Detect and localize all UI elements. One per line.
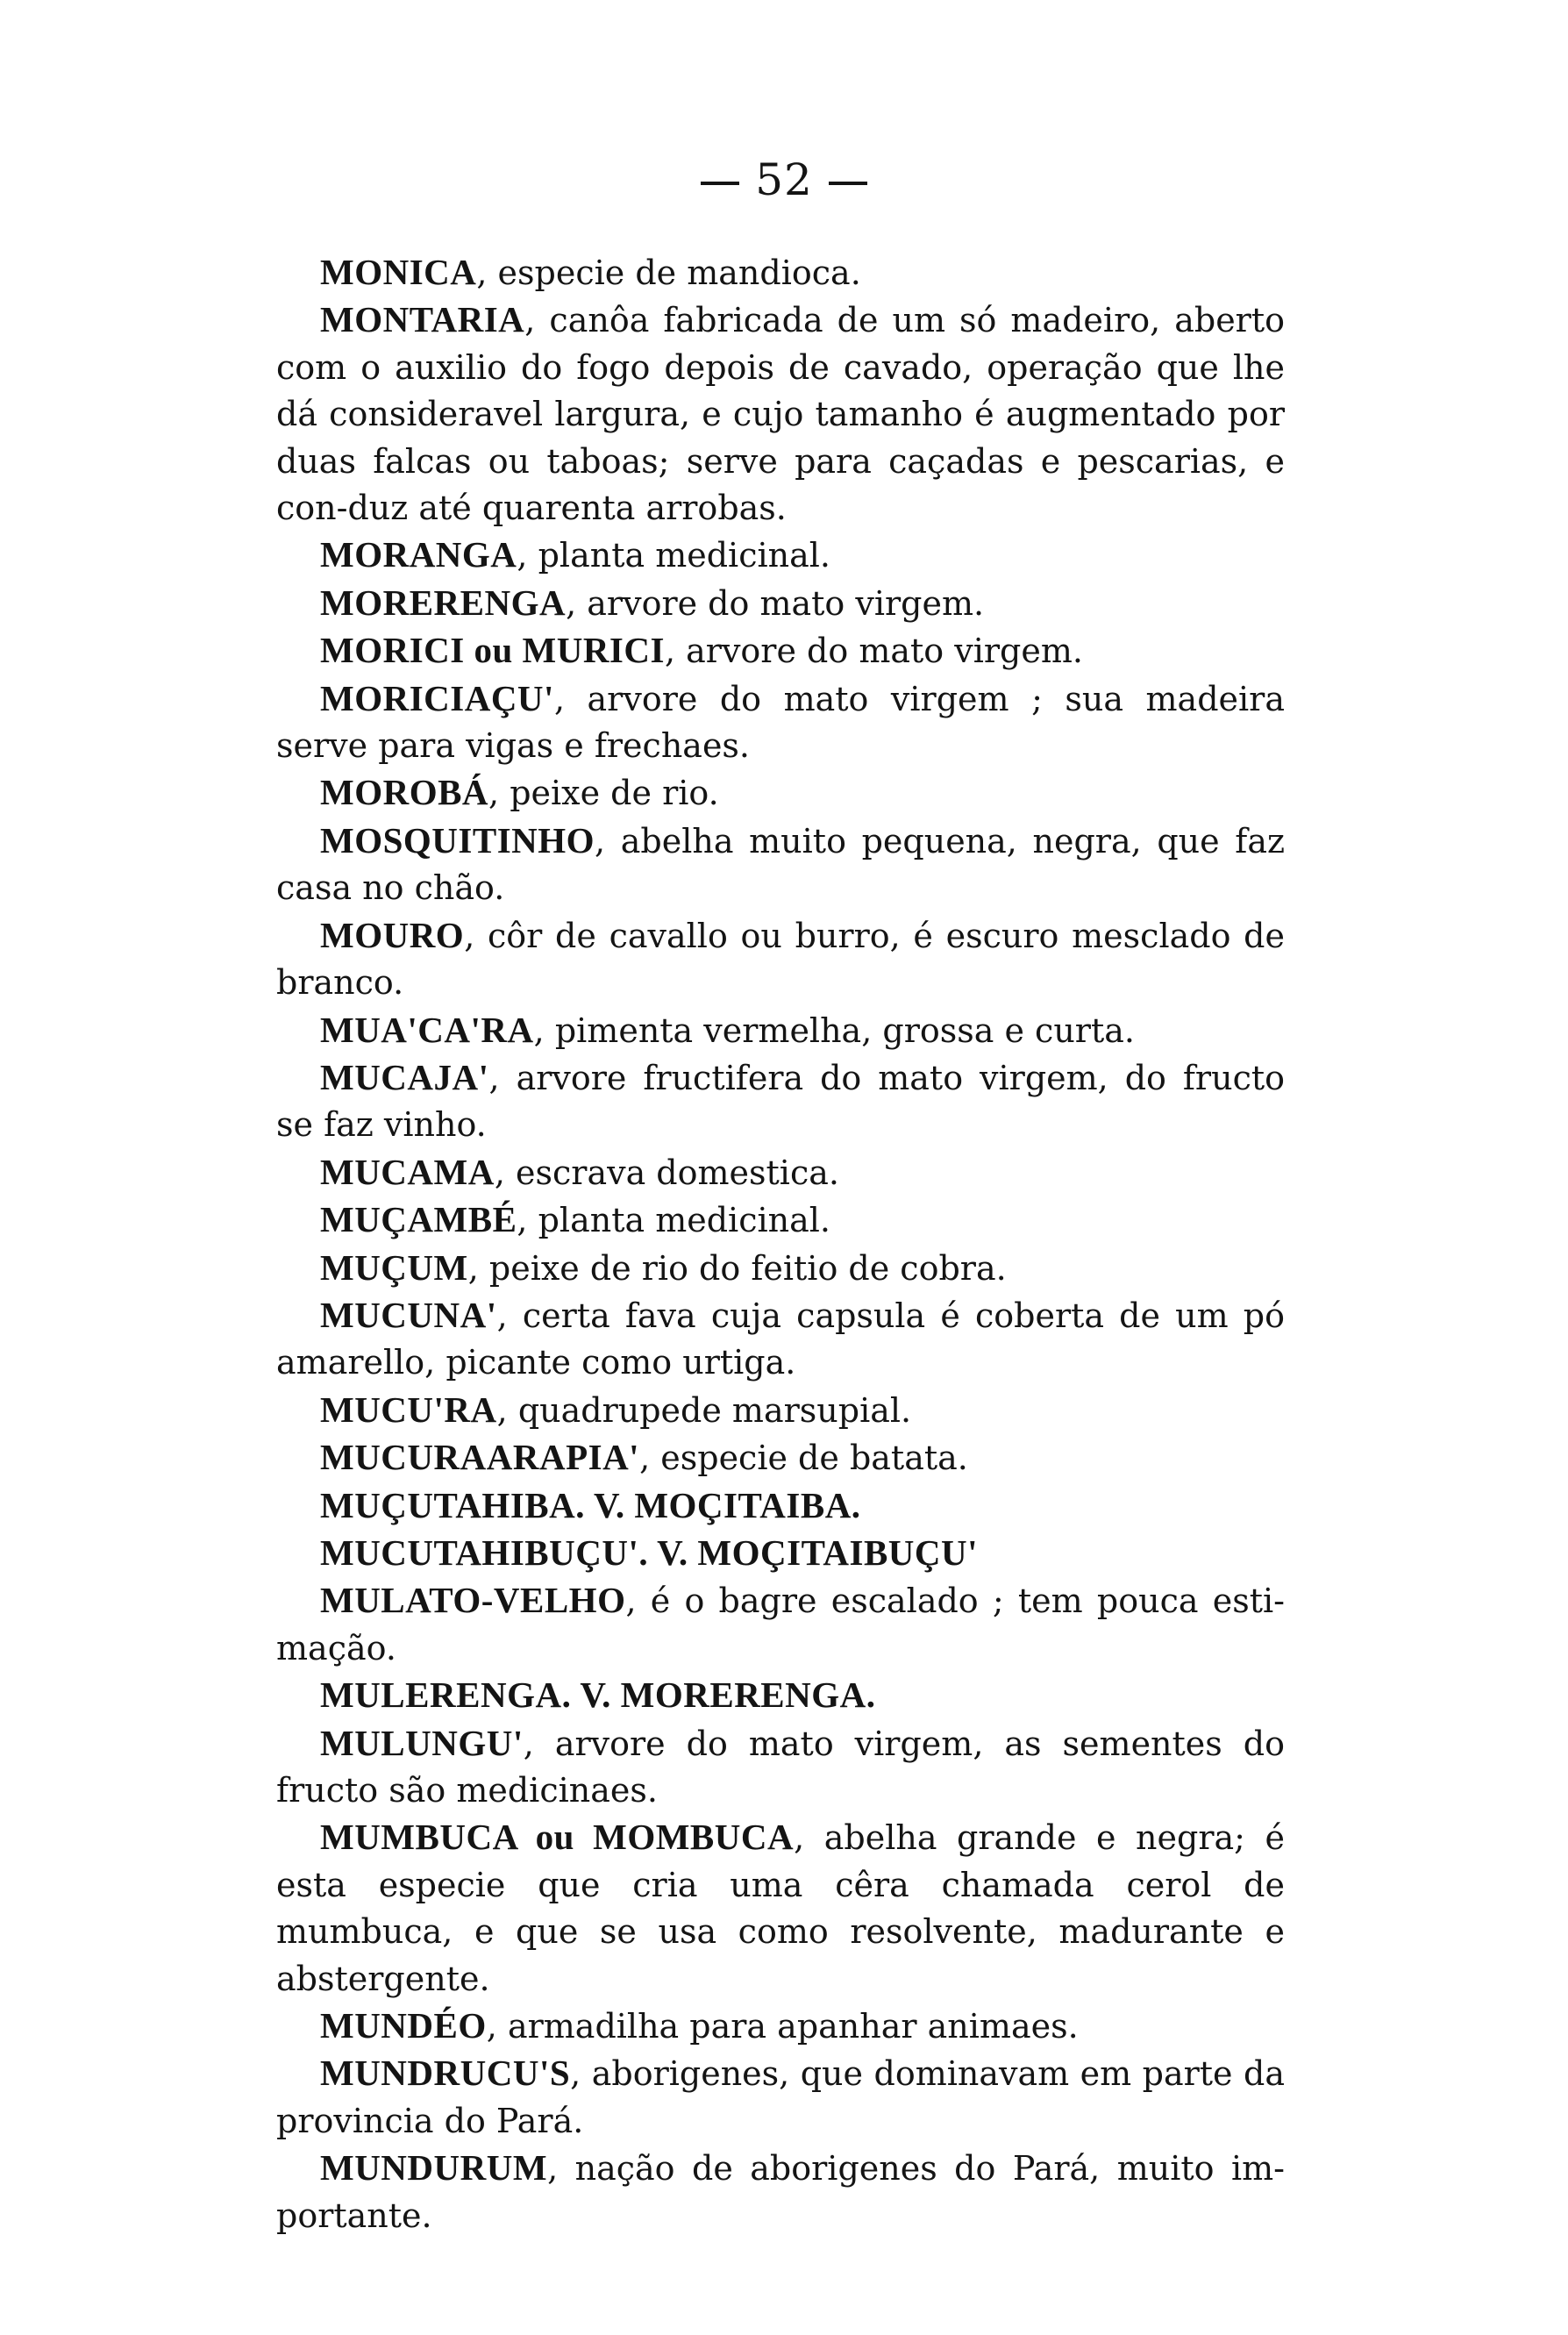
entry-definition: é o bagre escalado ; tem pouca esti-mação. <box>276 1582 1285 1667</box>
entry-separator: , <box>494 1153 517 1192</box>
entry-definition: nação de aborigenes do Pará, muito im-portante. <box>276 2149 1285 2235</box>
dictionary-entry <box>276 2003 1285 2050</box>
entry-separator: , <box>595 821 621 860</box>
entry-definition: armadilha para apanhar animaes. <box>507 2007 1079 2046</box>
dictionary-entry <box>276 1054 1285 1149</box>
dictionary-entry <box>276 1577 1285 1672</box>
dictionary-entry <box>276 580 1285 627</box>
entry-separator: , <box>517 536 538 575</box>
entry-headword: MUNDRUCU'S <box>320 2053 571 2094</box>
entry-definition: peixe de rio. <box>510 774 719 813</box>
entry-headword: MUCAJA' <box>320 1056 489 1097</box>
dictionary-entry <box>276 675 1285 770</box>
entry-headword: MULUNGU' <box>320 1722 524 1763</box>
dictionary-entry <box>276 627 1285 675</box>
entry-separator: , <box>524 301 550 340</box>
entry-separator: , <box>496 1390 518 1430</box>
entry-definition: especie de batata. <box>660 1439 968 1478</box>
entry-definition: abelha muito pequena, negra, que faz casa no chão. <box>276 821 1285 908</box>
dictionary-entry <box>276 1672 1285 1719</box>
entry-headword: MOROBÁ <box>320 772 489 813</box>
entry-headword: MUNDURUM <box>320 2147 548 2189</box>
entry-definition: aborigenes, que dominavam em parte da provincia do Pará. <box>276 2054 1285 2140</box>
entry-headword: MORICIAÇU' <box>320 677 554 718</box>
entry-definition: peixe de rio do feitio de cobra. <box>488 1248 1007 1288</box>
entry-headword: MUCUTAHIBUÇU'. V. MOÇITAIBUÇU' <box>320 1532 979 1573</box>
entry-headword: MUÇAMBÉ <box>320 1199 517 1240</box>
entry-headword: MOSQUITINHO <box>320 819 595 860</box>
entry-separator: , <box>476 253 498 292</box>
left-dash <box>701 182 739 185</box>
dictionary-entry <box>276 1530 1285 1577</box>
dictionary-entry <box>276 1434 1285 1482</box>
entry-headword: MORANGA <box>320 534 517 575</box>
dictionary-entry <box>276 1292 1285 1387</box>
dictionary-entry <box>276 2145 1285 2239</box>
entry-separator: , <box>639 1439 661 1478</box>
entry-definition: planta medicinal. <box>538 536 831 575</box>
dictionary-entry <box>276 2050 1285 2145</box>
dictionary-entry <box>276 1387 1285 1434</box>
entry-definition: escrava domestica. <box>516 1153 839 1192</box>
entry-definition: arvore fructifera do mato virgem, do fructo se faz vinho. <box>276 1058 1285 1145</box>
dictionary-entry <box>276 1720 1285 1815</box>
entry-separator: , <box>533 1010 555 1050</box>
dictionary-entry <box>276 296 1285 532</box>
dictionary-entry <box>276 1196 1285 1244</box>
entry-headword: MONICA <box>320 252 477 292</box>
entry-headword: MUCURAARAPIA' <box>320 1437 640 1478</box>
page-number-value: 52 <box>755 154 813 205</box>
entry-separator: , <box>794 1818 824 1858</box>
entry-separator: , <box>664 632 687 671</box>
entry-definition: arvore do mato virgem, as sementes do fructo são medicinaes. <box>276 1724 1285 1810</box>
entry-headword: MULERENGA. V. MORERENGA. <box>320 1674 876 1716</box>
dictionary-entry <box>276 1007 1285 1054</box>
dictionary-entry <box>276 1814 1285 2003</box>
entry-separator: , <box>625 1582 651 1621</box>
entry-headword: MULATO-VELHO <box>320 1580 626 1621</box>
entry-headword: MORICI ou MURICI <box>320 630 665 671</box>
dictionary-entries <box>276 249 1285 2239</box>
entry-separator: , <box>488 1058 517 1097</box>
entry-headword: MUA'CA'RA <box>320 1009 534 1050</box>
entry-separator: , <box>566 583 588 623</box>
page-number <box>0 154 1568 206</box>
entry-headword: MOURO <box>320 914 465 955</box>
dictionary-entry <box>276 912 1285 1007</box>
entry-definition: quadrupede marsupial. <box>517 1390 912 1430</box>
dictionary-entry <box>276 1482 1285 1530</box>
entry-separator: , <box>467 1248 489 1288</box>
entry-separator: , <box>464 916 488 955</box>
entry-definition: arvore do mato virgem. <box>686 632 1083 671</box>
entry-headword: MUCU'RA <box>320 1389 497 1430</box>
entry-headword: MUNDÉO <box>320 2005 487 2046</box>
dictionary-entry <box>276 1149 1285 1196</box>
entry-definition: planta medicinal. <box>538 1201 831 1240</box>
entry-definition: arvore do mato virgem ; sua madeira serve para vigas e frechaes. <box>276 679 1285 766</box>
entry-definition: pimenta vermelha, grossa e curta. <box>554 1010 1135 1050</box>
entry-separator: , <box>496 1296 523 1335</box>
entry-separator: , <box>517 1201 538 1240</box>
entry-definition: abelha grande e negra; é esta especie que cria uma cêra chamada cerol de mumbuca, e que se usa como resolvente, madurante e abstergente. <box>276 1818 1285 1998</box>
dictionary-entry <box>276 1245 1285 1292</box>
dictionary-entry <box>276 249 1285 296</box>
entry-headword: MUCAMA <box>320 1151 495 1192</box>
entry-separator: , <box>523 1724 555 1763</box>
entry-separator: , <box>553 679 588 718</box>
entry-definition: especie de mandioca. <box>497 253 861 292</box>
entry-definition: certa fava cuja capsula é coberta de um pó amarello, picante como urtiga. <box>276 1296 1285 1382</box>
entry-separator: , <box>488 774 510 813</box>
dictionary-entry <box>276 532 1285 579</box>
dictionary-entry <box>276 769 1285 817</box>
entry-headword: MONTARIA <box>320 299 525 340</box>
entry-definition: arvore do mato virgem. <box>587 583 985 623</box>
entry-definition: côr de cavallo ou burro, é escuro mesclado de branco. <box>276 916 1285 1003</box>
entry-separator: , <box>486 2007 508 2046</box>
entry-headword: MORERENGA <box>320 582 567 623</box>
entry-definition: canôa fabricada de um só madeiro, aberto com o auxilio do fogo depois de cavado, operação que lhe dá consideravel largura, e cujo tamanho é augmentado por duas falcas ou taboas; serve para caçadas e pescarias, e con-duz até quarenta arrobas. <box>276 301 1285 528</box>
entry-headword: MUÇUM <box>320 1246 468 1288</box>
dictionary-entry <box>276 818 1285 912</box>
entry-headword: MUMBUCA ou MOMBUCA <box>320 1817 795 1858</box>
right-dash <box>829 182 867 185</box>
entry-separator: , <box>570 2054 592 2094</box>
entry-headword: MUCUNA' <box>320 1294 497 1335</box>
entry-headword: MUÇUTAHIBA. V. MOÇITAIBA. <box>320 1484 861 1525</box>
entry-separator: , <box>547 2149 575 2189</box>
